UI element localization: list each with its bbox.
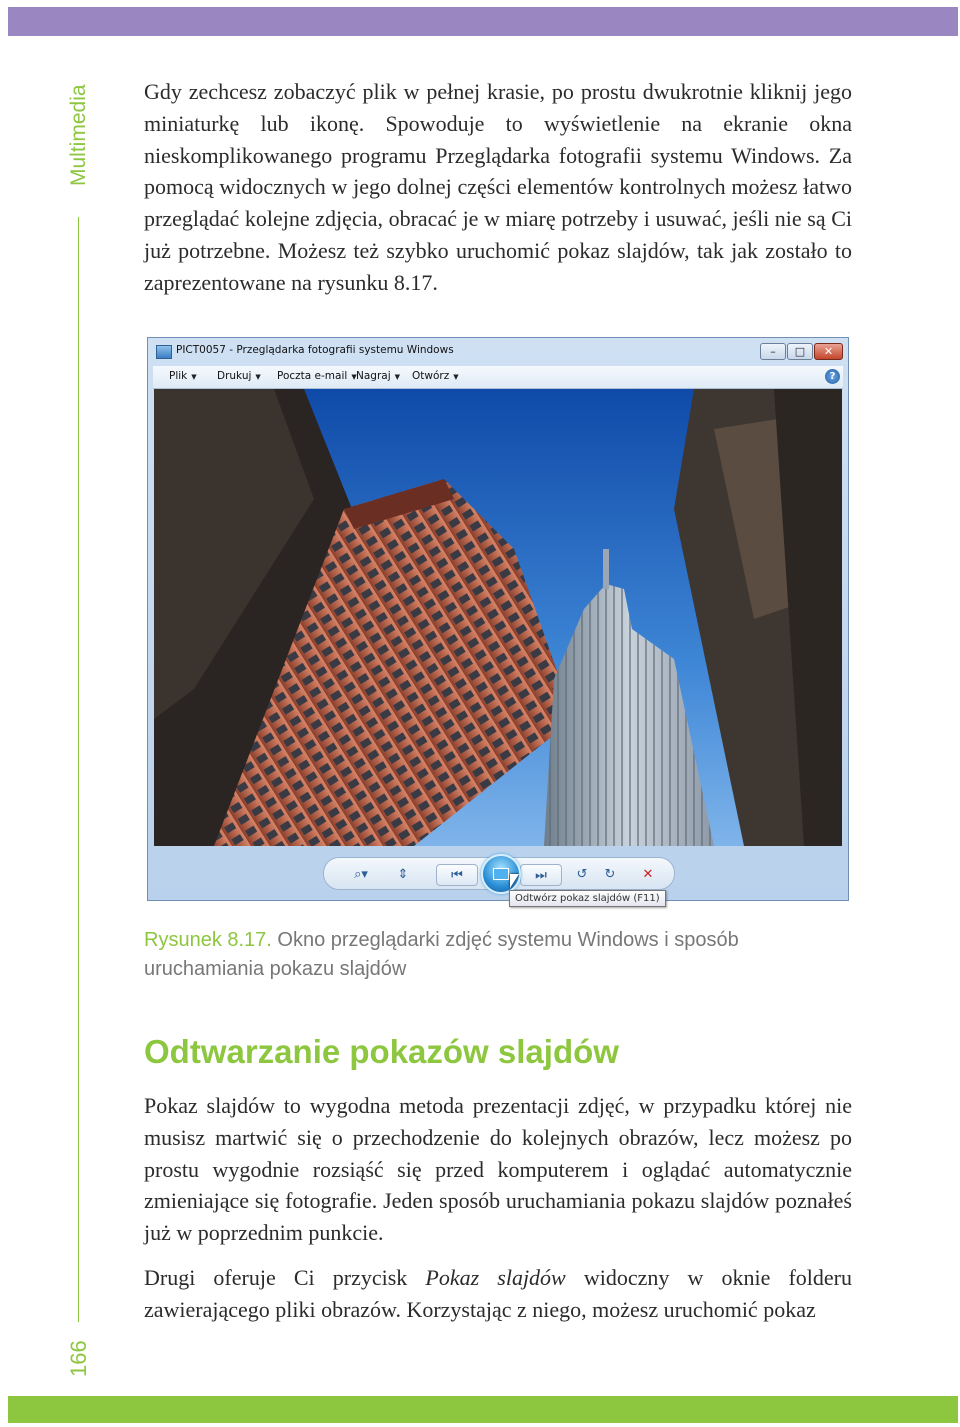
chevron-down-icon: ▼: [453, 373, 459, 381]
previous-button[interactable]: [436, 864, 478, 886]
delete-button[interactable]: [638, 864, 658, 884]
sidebar-rule: [78, 217, 79, 1322]
chevron-down-icon: ▼: [255, 373, 261, 381]
minimize-button[interactable]: [760, 343, 786, 360]
delete-icon: ✕: [642, 866, 654, 882]
menu-drukuj[interactable]: Drukuj ▼: [217, 370, 261, 382]
fit-to-window-icon: ⇕: [397, 866, 409, 882]
zoom-button[interactable]: [346, 864, 376, 884]
zoom-icon: ⌕▾: [354, 866, 368, 882]
menu-otworz[interactable]: Otwórz ▼: [412, 370, 459, 382]
header-bar: [8, 7, 958, 36]
figure-caption: [144, 926, 844, 984]
minimize-icon: –: [770, 345, 776, 358]
maximize-icon: □: [794, 345, 806, 358]
section-paragraph-1: Pokaz slajdów to wygodna metoda prezentacji zdjęć, w przypadku której nie musisz martwić się o przechodzenie do kolejnych obrazów, lecz możesz po prostu wygodnie rozsiąść się przed komputerem i oglądać automatycznie zmieniające się fotografie. Jeden sposób uruchamiania pokazu slajdów poznałeś już w poprzednim punkcie.: [144, 1093, 852, 1246]
menu-bar: [153, 366, 843, 389]
rotate-clockwise-icon: ↻: [604, 866, 616, 882]
help-icon[interactable]: ?: [825, 369, 840, 384]
slideshow-icon: [493, 868, 509, 880]
caption-text: Okno przeglądarki zdjęć systemu Windows i sposób uruchamiania pokazu slajdów: [144, 929, 739, 980]
menu-plik[interactable]: Plik ▼: [169, 370, 197, 382]
menu-nagraj[interactable]: Nagraj ▼: [356, 370, 401, 382]
page-number: 166: [66, 1340, 91, 1378]
chevron-down-icon: ▼: [351, 373, 357, 381]
section-heading: Odtwarzanie pokazów slajdów: [144, 1033, 619, 1070]
rotate-right-button[interactable]: [600, 864, 620, 884]
close-icon: ✕: [823, 345, 834, 358]
photo-viewer-window: [147, 337, 849, 901]
close-button[interactable]: [814, 343, 843, 360]
photo-view: [154, 389, 842, 846]
maximize-button[interactable]: [787, 343, 813, 360]
skyscrapers-photo: [154, 389, 842, 846]
section-paragraph-2: Drugi oferuje Ci przycisk Pokaz slajdów widoczny w oknie folderu zawierającego pliki obrazów. Korzystając z niego, możesz uruchomić pokaz: [144, 1265, 853, 1322]
caption-label: Rysunek 8.17.: [144, 929, 272, 951]
intro-paragraph: Gdy zechcesz zobaczyć plik w pełnej krasie, po prostu dwukrotnie kliknij jego miniaturkę lub ikonę. Spowoduje to wyświetlenie na ekranie okna nieskomplikowanego programu Przeglądarka fotografii systemu Windows. Za pomocą widocznych w jego dolnej części elementów kontrolnych możesz łatwo przeglądać kolejne zdjęcia, obracać je w miarę potrzeby i usuwać, jeśli nie są Ci już potrzebne. Możesz też szybko uruchomić pokaz slajdów, tak jak zostało to zaprezentowane na rysunku 8.17.: [144, 79, 852, 295]
app-icon: [156, 345, 172, 359]
menu-poczta[interactable]: Poczta e-mail ▼: [277, 370, 357, 382]
slideshow-tooltip: Odtwórz pokaz slajdów (F11): [509, 890, 666, 907]
rotate-left-button[interactable]: [572, 864, 592, 884]
previous-icon: ⏮: [451, 867, 463, 883]
fit-window-button[interactable]: [392, 864, 414, 884]
slideshow-term: Pokaz slajdów: [425, 1265, 566, 1290]
window-title: PICT0057 - Przeglądarka fotografii systemu Windows: [176, 344, 454, 356]
window-titlebar: [148, 338, 848, 366]
next-icon: ⏭: [535, 867, 547, 883]
section-title-vertical: Multimedia: [67, 84, 90, 186]
mouse-cursor-icon: [510, 874, 519, 888]
chevron-down-icon: ▼: [394, 373, 401, 381]
rotate-counterclockwise-icon: ↺: [576, 866, 588, 882]
chevron-down-icon: ▼: [191, 373, 197, 381]
footer-bar: [8, 1396, 958, 1423]
next-button[interactable]: [520, 864, 562, 886]
